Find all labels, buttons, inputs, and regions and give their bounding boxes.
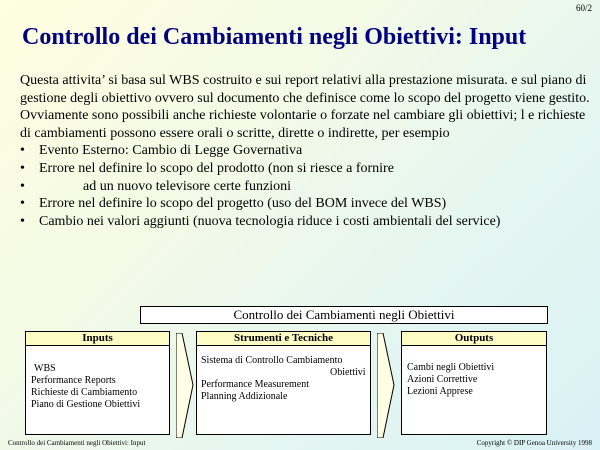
inputs-box [25,345,170,435]
slide-number: 60/2 [575,3,592,13]
bullet-list [20,142,595,230]
footer-copyright: Copyright © DIP Genoa University 1998 [476,439,592,447]
slide-title: Controllo dei Cambiamenti negli Obiettivi: Input [22,24,527,50]
outputs-header: Outputs [401,331,547,346]
outputs-item: Azioni Correttive [407,374,478,385]
outputs-item: Lezioni Apprese [407,386,473,397]
inputs-item: Piano di Gestione Obiettivi [31,399,141,410]
tools-header: Strumenti e Tecniche [196,331,371,346]
bullet-item: • Evento Esterno: Cambio di Legge Governativa [20,142,595,160]
tools-box [196,345,371,435]
bullet-item-text: ad un nuovo televisore certe funzioni [83,178,291,194]
flow-arrow-icon [176,333,194,438]
outputs-box [401,345,547,435]
diagram-title: Controllo dei Cambiamenti negli Obiettivi [140,306,548,324]
bullet-item [20,178,595,196]
outputs-item: Cambi negli Obiettivi [407,362,495,373]
flow-arrow-icon [377,333,395,438]
bullet-item: • Errore nel definire lo scopo del progetto (uso del BOM invece del WBS) [20,195,595,213]
bullet-item: • Cambio nei valori aggiunti (nuova tecnologia riduce i costi ambientali del service) [20,213,595,231]
tools-item: Sistema di Controllo Cambiamento [201,355,343,366]
tools-item: Obiettivi [330,367,366,378]
paragraph-intro: Questa attivita’ si basa sul WBS costruito e sui report relativi alla prestazione misurata. e sul piano di gestione degli obiettivo ovvero sul documento che definisce come lo scopo del progetto viene gestito. [20,73,590,106]
inputs-item: Richieste di Cambiamento [31,387,138,398]
tools-item: Performance Measurement [201,379,310,390]
inputs-item: Performance Reports [31,375,116,386]
bullet-item: • Errore nel definire lo scopo del prodotto (non si riesce a fornire [20,160,595,178]
inputs-item: WBS [34,363,56,374]
inputs-header: Inputs [25,331,170,346]
paragraph-changes: Ovviamente sono possibili anche richieste volontarie o forzate nel cambiare gli obiettivi; l e richieste di cambiamenti possono essere orali o scritte, dirette o indirette, per esempio [20,108,586,141]
footer-left: Controllo dei Cambiamenti negli Obiettivi: Input [8,439,146,447]
body-text [20,72,595,230]
tools-item: Planning Addizionale [201,391,288,402]
